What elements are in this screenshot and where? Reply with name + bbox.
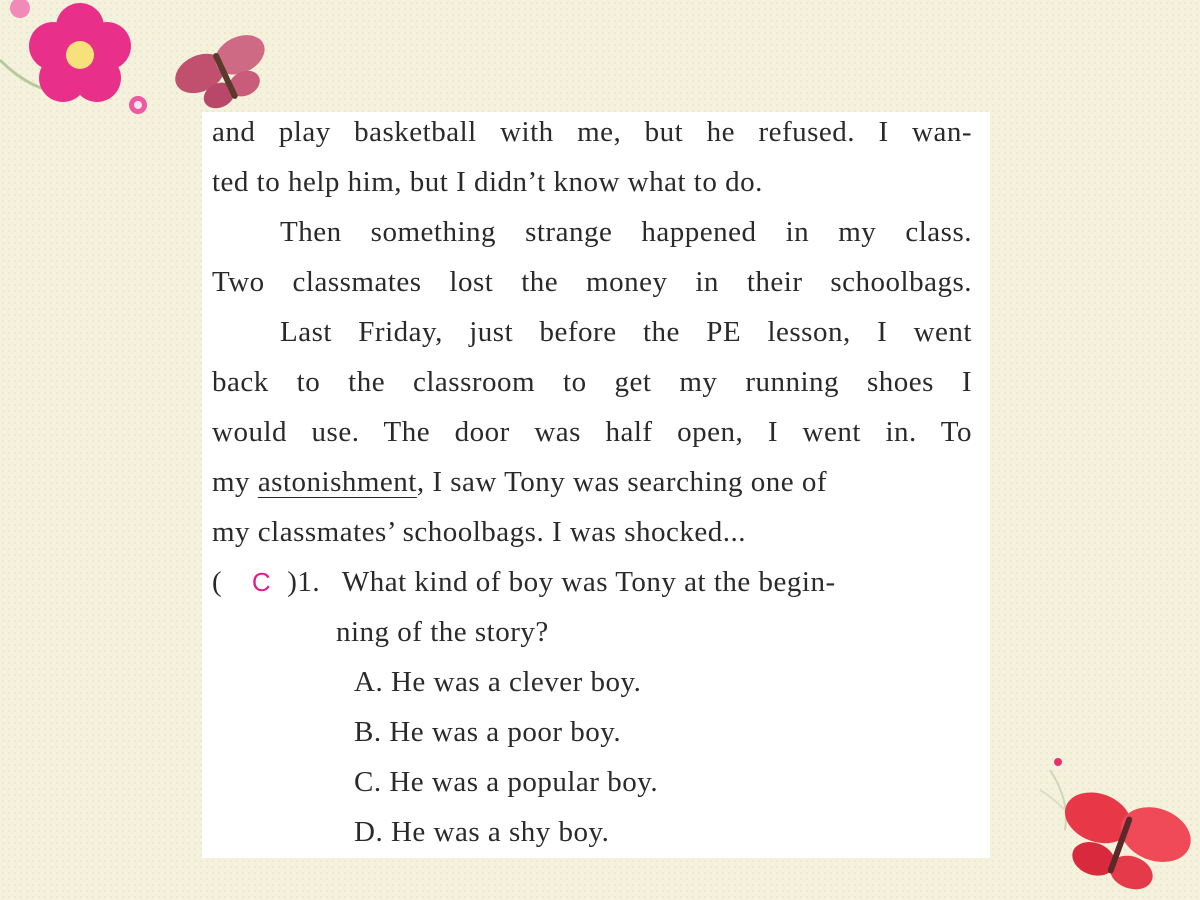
line-text: , I saw Tony was searching one of [416,466,828,498]
question-line [212,562,972,602]
passage-line: Two classmates lost the money in their schoolbags. [212,266,972,298]
question-line: ning of the story? [336,616,549,648]
passage-line: back to the classroom to get my running shoes I [212,366,972,398]
line-text: my [212,466,251,498]
flower-butterfly-decoration [0,0,300,130]
option-a: A. He was a clever boy. [354,666,642,698]
passage-line: and play basketball with me, but he refused. I wan- [212,116,972,148]
passage-line: my classmates’ schoolbags. I was shocked... [212,516,746,548]
question-text: What kind of boy was Tony at the begin- [341,566,836,598]
worksheet-page [202,112,990,858]
option-d: D. He was a shy boy. [354,816,610,848]
option-c: C. He was a popular boy. [354,766,659,798]
bracket-open: ( [212,566,223,598]
butterfly-decoration [1010,750,1200,900]
passage-line [212,462,972,502]
passage-line: ted to help him, but I didn’t know what to do. [212,166,763,198]
passage-line: would use. The door was half open, I went in. To [212,416,972,448]
passage-line: Last Friday, just before the PE lesson, I went [280,316,972,348]
underlined-word: astonishment [257,466,417,498]
option-b: B. He was a poor boy. [354,716,622,748]
passage-line: Then something strange happened in my class. [280,216,972,248]
question-number: )1. [287,566,321,598]
answer-letter: C [251,567,272,597]
